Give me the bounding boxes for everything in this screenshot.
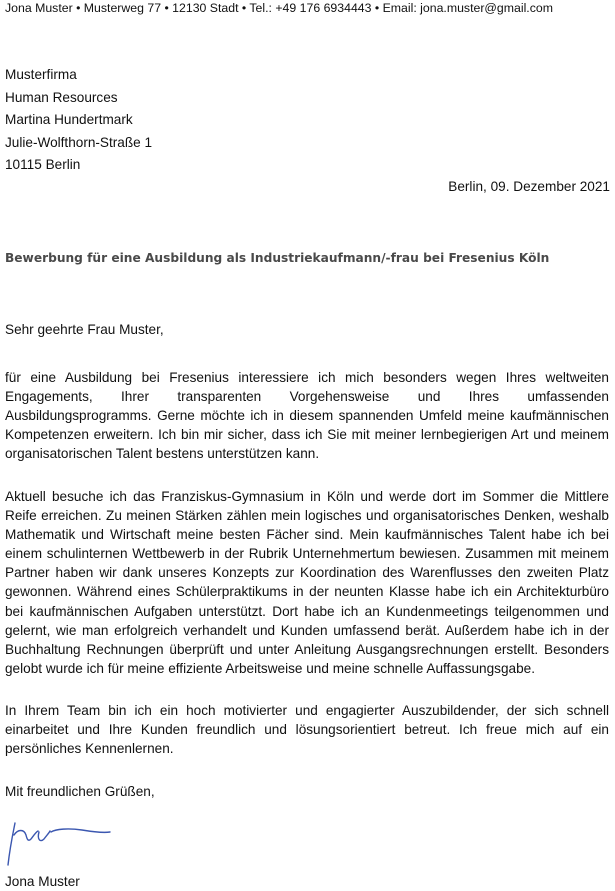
signature-stroke bbox=[8, 823, 110, 865]
body-paragraph-1 bbox=[5, 368, 609, 463]
paragraph-text: Aktuell besuche ich das Franziskus-Gymnasium in Köln und werde dort im Sommer die Mittlere Reife erreichen. Zu meinen Stärken zählen mein logisches und organisatorisches Denken, weshalb Mathematik und Wirtschaft meine besten Fächer sind. Mein kaufmännisches Talent habe ich bei einem schulinternen Wettbewerb in der Rubrik Unternehmertum bewiesen. Zusammen mit meinem Partner haben wir dank unseres Konzepts zur Koordination des Warenflusses den zweiten Platz gewonnen. Während eines Schülerpraktikums in der neunten Klasse habe ich ein Architekturbüro bei kaufmännischen Aufgaben unterstützt. Dort habe ich an Kundenmeetings teilgenommen und gelernt, wie man erfolgreich verhandelt und Kunden umfassend berät. Außerdem habe ich in der Buchhaltung Rechnungen überprüft und unter Anleitung Ausgangsrechnungen erstellt. Besonders gelobt wurde ich für meine effiziente Arbeitsweise und meine schnelle Auffassungsgabe. bbox=[5, 489, 609, 676]
recipient-department: Human Resources bbox=[5, 89, 118, 105]
letter-subject: Bewerbung für eine Ausbildung als Industriekaufmann/-frau bei Fresenius Köln bbox=[5, 251, 550, 265]
closing-phrase: Mit freundlichen Grüßen, bbox=[5, 784, 155, 799]
sender-address-line: Jona Muster • Musterweg 77 • 12130 Stadt • Tel.: +49 176 6934443 • Email: jona.muster@gmail.com bbox=[5, 1, 553, 15]
recipient-city: 10115 Berlin bbox=[5, 157, 81, 173]
recipient-name: Martina Hundertmark bbox=[5, 112, 133, 128]
recipient-address-block bbox=[5, 64, 152, 177]
handwritten-signature bbox=[4, 815, 114, 871]
salutation: Sehr geehrte Frau Muster, bbox=[5, 322, 164, 337]
body-paragraph-3 bbox=[5, 701, 609, 758]
recipient-company: Musterfirma bbox=[5, 67, 77, 82]
signer-name: Jona Muster bbox=[5, 874, 80, 889]
letter-date: Berlin, 09. Dezember 2021 bbox=[448, 179, 610, 194]
paragraph-text: für eine Ausbildung bei Fresenius interessiere ich mich besonders wegen Ihres weltweiten Engagements, Ihrer transparenten Vorgehensweise und Ihres umfassenden Ausbildungsprogramms. Gerne möchte ich in diesem spannenden Umfeld meine kaufmännischen Kompetenzen erweitern. Ich bin mir sicher, dass ich Sie mit meiner lernbegierigen Art und meinem organisatorischen Talent bestens unterstützen kann. bbox=[5, 370, 609, 462]
recipient-street: Julie-Wolfthorn-Straße 1 bbox=[5, 134, 153, 150]
body-paragraph-2 bbox=[5, 487, 609, 678]
paragraph-text: In Ihrem Team bin ich ein hoch motivierter und engagierter Auszubildender, der sich schnell einarbeitet und Ihre Kunden freundlich und lösungsorientiert betreut. Ich freue mich auf ein persönliches Kennenlernen. bbox=[5, 703, 609, 757]
